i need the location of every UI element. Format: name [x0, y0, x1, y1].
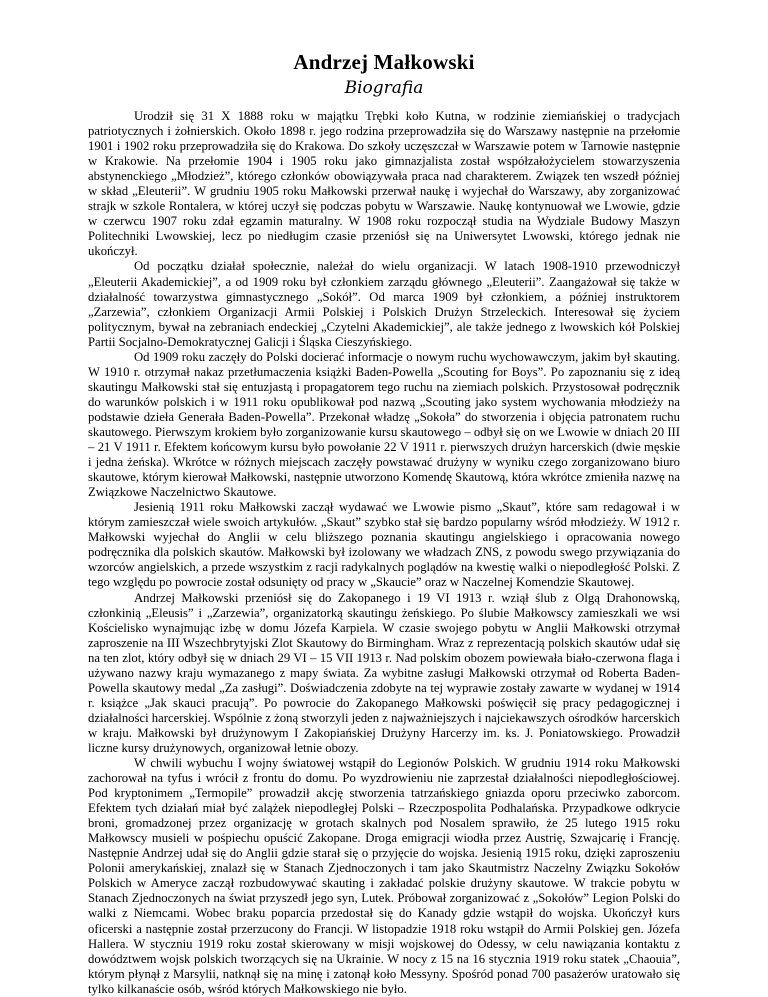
document-subtitle: Biografia: [344, 78, 424, 98]
paragraph: Od 1909 roku zaczęły do Polski docierać informacje o nowym ruchu wychowawczym, jakim był skauting. W 1910 r. otrzymał nakaz przetłumaczenia książki Baden-Powella „Scouting for Boys”. Po zapoznaniu się z ideą skautingu Małkowski stał się entuzjastą i propagatorem tego ruchu na ziemiach polskich. Przystosował podręcznik do warunków polskich i w 1911 roku opublikował pod nazwą „Scouting jako system wychowania młodzieży na podstawie dzieła Generała Baden-Powella”. Przekonał władzę „Sokoła” do stworzenia i objęcia patronatem ruchu skautowego. Pierwszym krokiem było zorganizowanie kursu skautowego – odbył się on we Lwowie w dniach 20 III – 21 V 1911 r. Efektem końcowym kursu było powołanie 22 V 1911 r. pierwszych drużyn harcerskich (dwie męskie i jedna żeńska). Wkrótce w różnych miejscach zaczęły powstawać drużyny w wyniku czego zorganizowano biuro skautowe, którym kierował Małkowski, następnie utworzono Komendę Skautową, która wkrótce zmieniła nazwę na Związkowe Naczelnictwo Skautowe.: [88, 349, 680, 500]
document-title: Andrzej Małkowski: [293, 50, 475, 74]
paragraph: Urodził się 31 X 1888 roku w majątku Trębki koło Kutna, w rodzinie ziemiańskiej o tradycjach patriotycznych i żołnierskich. Około 1898 r. jego rodzina przeprowadziła się do Warszawy następnie na przełomie 1901 i 1902 roku przeprowadziła się do Krakowa. Do szkoły uczęszczał w Warszawie potem w Tarnowie następnie w Krakowie. Na przełomie 1904 i 1905 roku jako gimnazjalista został współzałożycielem stowarzyszenia abstynenckiego „Młodzież”, którego członków obowiązywała praca nad charakterem. Związek ten wszedł później w skład „Eleuterii”. W grudniu 1905 roku Małkowski przerwał naukę i wyjechał do Warszawy, aby zorganizować strajk w szkole Rontalera, w której uczył się podczas pobytu w Warszawie. Naukę kontynuował we Lwowie, gdzie w czerwcu 1907 roku zdał egzamin maturalny. W 1908 roku rozpoczął studia na Wydziale Budowy Maszyn Politechniki Lwowskiej, lecz po niedługim czasie przeniósł się na Uniwersytet Lwowski, którego jednak nie ukończył.: [88, 109, 680, 259]
paragraph: Andrzej Małkowski przeniósł się do Zakopanego i 19 VI 1913 r. wziął ślub z Olgą Drahonowską, członkinią „Eleusis” i „Zarzewia”, organizatorką skautingu żeńskiego. Po ślubie Małkowscy zamieszkali we wsi Kościelisko wynajmując izbę w domu Józefa Karpiela. W czasie swojego pobytu w Anglii Małkowski otrzymał zaproszenie na III Wszechbrytyjski Zlot Skautowy do Birmingham. Wraz z reprezentacją polskich skautów udał się na ten zlot, który odbył się w dniach 29 VI – 15 VII 1913 r. Nad polskim obozem powiewała biało-czerwona flaga i używano nazwy kraju wymazanego z mapy świata. Za wybitne zasługi Małkowski otrzymał od Roberta Baden-Powella skautowy medal „Za zasługi”. Doświadczenia zdobyte na tej wyprawie zostały zawarte w wydanej w 1914 r. książce „Jak skauci pracują”. Po powrocie do Zakopanego Małkowski poświęcił się pracy pedagogicznej i działalności harcerskiej. Wspólnie z żoną stworzyli jeden z najważniejszych i najciekawszych ośrodków harcerskich w kraju. Małkowski był drużynowym I Zakopiańskiej Drużyny Harcerzy im. ks. J. Poniatowskiego. Prowadził liczne kursy drużynowych, organizował letnie obozy.: [88, 590, 680, 755]
paragraph: W chwili wybuchu I wojny światowej wstąpił do Legionów Polskich. W grudniu 1914 roku Małkowski zachorował na tyfus i wrócił z frontu do domu. Po wyzdrowieniu nie zaprzestał działalności niepodległościowej. Pod kryptonimem „Termopile” prowadził akcję stworzenia tatrzańskiego gniazda oporu przeciwko zaborcom. Efektem tych działań miał być zalążek niepodległej Polski – Rzeczpospolita Podhalańska. Przypadkowe odkrycie broni, gromadzonej przez organizację w grotach skalnych pod Nosalem sprawiło, że 25 lutego 1915 roku Małkowscy musieli w pośpiechu opuścić Zakopane. Droga emigracji wiodła przez Austrię, Szwajcarię i Francję. Następnie Andrzej udał się do Anglii gdzie starał się o przyjęcie do wojska. Jesienią 1915 roku, dzięki zaproszeniu Polonii amerykańskiej, znalazł się w Stanach Zjednoczonych i tam jako Skautmistrz Naczelny Związku Sokołów Polskich w Ameryce zaczął rozbudowywać skauting i zakładać polskie drużyny skautowe. W trakcie pobytu w Stanach Zjednoczonych na świat przyszedł jego syn, Lutek. Próbował zorganizować z „Sokołów” Legion Polski do walki z Niemcami. Wobec braku poparcia przedostał się do Kanady gdzie wstąpił do wojska. Ukończył kurs oficerski a następnie został przerzucony do Francji. W listopadzie 1918 roku wstąpił do Armii Polskiej gen. Józefa Hallera. W styczniu 1919 roku został skierowany w misji wojskowej do Odessy, w celu nawiązania kontaktu z dowództwem wojsk polskich tworzących się na Ukrainie. W nocy z 15 na 16 stycznia 1919 roku statek „Chaouia”, którym płynął z Marsylii, natknął się na minę i zatonął koło Messyny. Spośród ponad 700 pasażerów uratowało się tylko kilkanaście osób, wśród których Małkowskiego nie było.: [88, 756, 680, 996]
document-body: [88, 109, 680, 997]
paragraph: Jesienią 1911 roku Małkowski zaczął wydawać we Lwowie pismo „Skaut”, które sam redagował i w którym zamieszczał wiele swoich artykułów. „Skaut” szybko stał się bardzo popularny wśród młodzieży. W 1912 r. Małkowski wyjechał do Anglii w celu bliższego poznania skautingu angielskiego i opracowania nowego podręcznika dla polskich skautów. Małkowski był izolowany we władzach ZNS, z powodu swego przywiązania do wzorców angielskich, a przede wszystkim z racji radykalnych poglądów na kwestię walki o niepodległość Polski. Z tego względu po powrocie został odsunięty od pracy w „Skaucie” oraz w Naczelnej Komendzie Skautowej.: [88, 500, 680, 590]
paragraph: Od początku działał społecznie, należał do wielu organizacji. W latach 1908-1910 przewodniczył „Eleuterii Akademickiej”, a od 1909 roku był członkiem zarządu głównego „Eleuterii”. Zaangażował się także w działalność towarzystwa gimnastycznego „Sokół”. Od marca 1909 był członkiem, a później instruktorem „Zarzewia”, członkiem Organizacji Armii Polskiej i Polskich Drużyn Strzeleckich. Interesował się życiem politycznym, bywał na zebraniach endeckiej „Czytelni Akademickiej”, ale także jednego z lwowskich kół Polskiej Partii Socjalno-Demokratycznej Galicji i Śląska Cieszyńskiego.: [88, 259, 680, 349]
